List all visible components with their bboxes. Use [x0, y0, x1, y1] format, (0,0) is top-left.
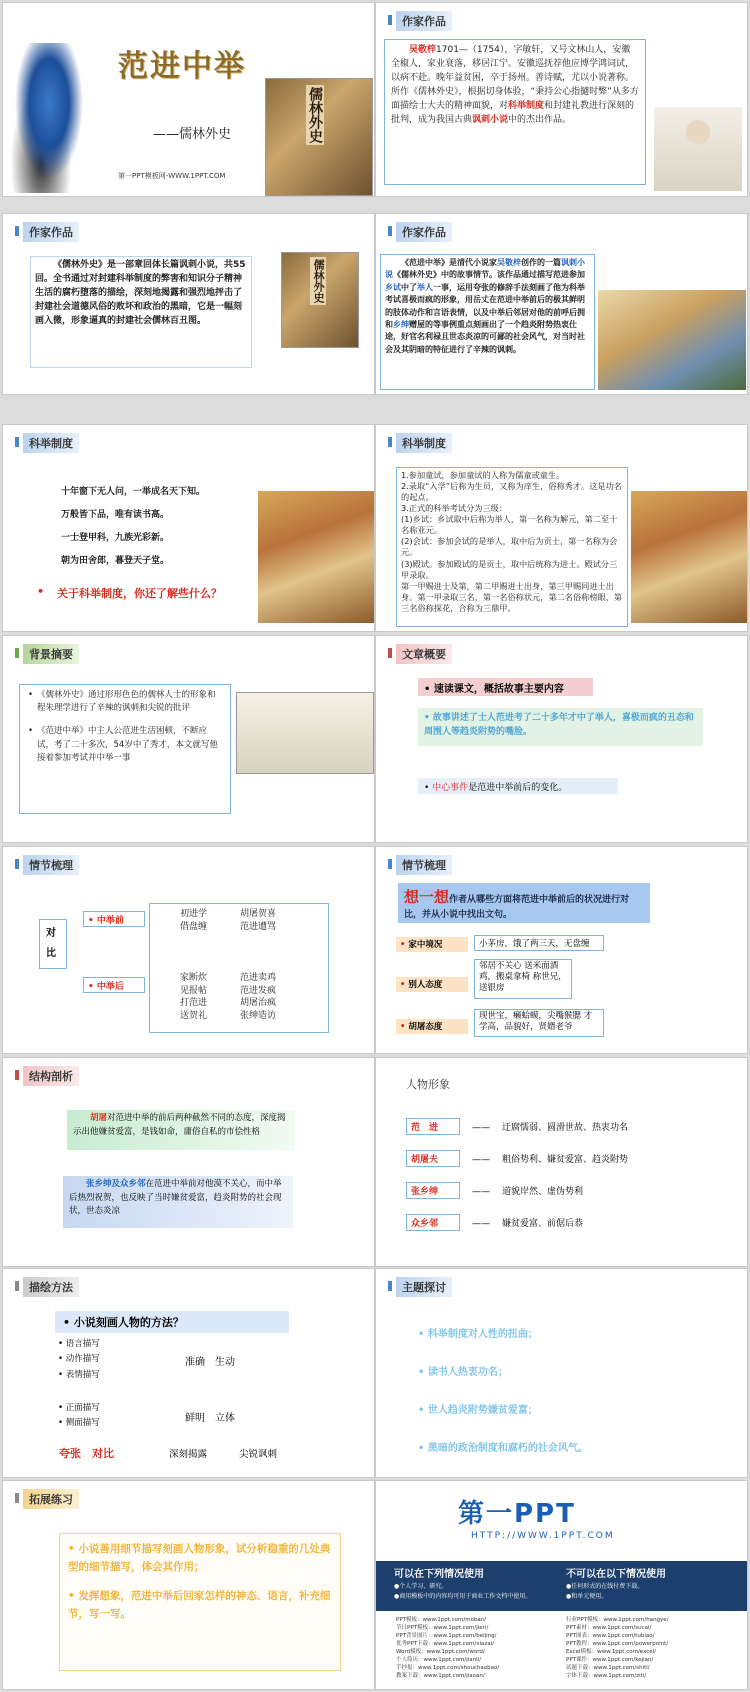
hutu-text: 对范进中举的前后两种截然不同的态度，深度揭示出他嫌贫爱富，是钱如命，庸俗自私的市侩性格	[73, 1113, 286, 1137]
slide-keju-poems[interactable]	[2, 424, 375, 632]
highlight-satire: 讽刺小说	[472, 114, 509, 125]
section-tag: 拓展练习	[23, 1489, 79, 1509]
theme-text: 读书人热衷功名；	[427, 1367, 508, 1378]
keju-line: 1.参加童试，参加童试的人称为儒童或童生。	[401, 470, 565, 480]
intro-b: 创作的一篇	[521, 258, 561, 267]
section-tag: 文章概要	[396, 644, 452, 664]
char-name: 范 进	[406, 1118, 460, 1135]
plot-item: 初进学	[180, 909, 208, 919]
section-tag: 结构剖析	[23, 1066, 79, 1086]
center-text: 是范进中举前后的变化。	[468, 783, 568, 793]
after-col-b	[240, 972, 276, 1022]
think-heading: 想一想	[404, 888, 450, 906]
brand-url[interactable]: HTTP://WWW.1PPT.COM	[471, 1531, 615, 1541]
author-bio-3: 中的杰出作品。	[508, 114, 572, 125]
center-event: • 中心事件是范进中举前后的变化。	[418, 778, 618, 794]
char-row: 胡屠夫 —— 粗俗势利、嫌贫爱富、趋炎附势	[406, 1150, 726, 1167]
hutu-box	[67, 1110, 295, 1150]
method-item: • 正面描写	[58, 1403, 100, 1413]
plot-item: 张绅造访	[240, 1010, 277, 1021]
method-item: • 侧面描写	[58, 1418, 100, 1429]
slide-methods[interactable]	[2, 1268, 375, 1478]
plot-item: 见报帖	[180, 985, 208, 996]
keju-line: 第一甲赐进士及第，第二甲赐进士出身，第三甲赐同进士出身。第一甲录取三名，第一名俗称状元，第二名俗称榜眼，第三名俗称探花，合称为三鼎甲。	[401, 580, 623, 613]
method-item-text: 语言描写	[65, 1339, 100, 1349]
char-desc: 道貌岸然、虚伪势利	[502, 1187, 584, 1197]
book-title: 儒林外史	[307, 87, 323, 143]
poem-line: 一士登甲科，九族光彩新。	[61, 533, 170, 543]
exercise-text: 小说善用细节描写刻画人物形象，试分析稳重的几处典型的细节描写，体会其作用；	[68, 1543, 331, 1574]
think-box	[398, 883, 650, 923]
section-tag: 背景摘要	[23, 644, 79, 664]
author-portrait	[654, 107, 742, 191]
link-item[interactable]: 字体下载：www.1ppt.com/ziti/	[566, 1672, 647, 1679]
hutu-name: 胡屠	[90, 1113, 108, 1123]
row-label: • 家中境况	[396, 937, 468, 952]
intro-a: 《范进中举》是清代小说家	[401, 258, 497, 267]
char-desc: 嫌贫爱富、前倨后恭	[502, 1219, 584, 1229]
plot-item: 范进卖鸡	[240, 973, 277, 983]
before-col-a	[180, 908, 207, 933]
section-tag: 情节梳理	[396, 855, 452, 875]
plot-item: 送贺礼	[180, 1010, 208, 1021]
link-item[interactable]: 试题下载：www.1ppt.com/shiti/	[566, 1664, 650, 1671]
before-text: 中举前	[96, 916, 124, 926]
usage-panel	[376, 1561, 748, 1611]
method-question-text: 小说刻画人物的方法？	[73, 1316, 184, 1329]
plot-item: 家断炊	[180, 973, 208, 983]
link-item[interactable]: PPT图表：www.1ppt.com/tubiao/	[566, 1632, 655, 1639]
question-bullet: •	[37, 585, 45, 598]
theme-item: • 科举制度对人性的扭曲；	[418, 1329, 538, 1340]
keju-line: (1)乡试：乡试取中后称为举人，第一名称为解元，第二至十名称亚元。	[401, 514, 618, 536]
section-tag: 科举制度	[23, 433, 79, 453]
bullet-item: • 《范进中举》中主人公范进生活困顿，不断应试，考了二十多次，54岁中了秀才，本文就写他接着参加考试并中举一事	[28, 725, 222, 765]
book-title: 儒林外史	[310, 257, 326, 305]
book-cover-image	[265, 78, 373, 196]
forbidden-note: ●任何形式的在线付费下载。	[566, 1583, 644, 1590]
row-label-text: 家中境况	[408, 940, 443, 950]
theme-text: 黑暗的政治制度和腐朽的社会风气。	[427, 1443, 588, 1454]
method-group-2	[58, 1401, 100, 1432]
link-item[interactable]: Word模板：www.1ppt.com/word/	[396, 1648, 485, 1655]
allowed-note: ●商用模板中的内容均可用于商业工作文档中使用。	[394, 1593, 532, 1600]
method-group-1	[58, 1337, 100, 1383]
slide-background[interactable]	[2, 635, 375, 843]
after-col-a	[180, 972, 207, 1022]
slide-structure[interactable]	[2, 1057, 375, 1267]
forbidden-heading: 不可以在以下情况使用	[566, 1569, 666, 1580]
intro-f: 赠屋的等事例重点刻画出了一个趋炎附势热衷仕途，好官名利禄且世态炎凉的可鄙的社会风气，对当时社会及其阴暗的特征进行了辛辣的讽刺。	[385, 319, 585, 354]
allowed-note: ●个人学习、研究。	[394, 1583, 448, 1590]
theme-text: 世人趋炎附势嫌贫爱富；	[427, 1405, 538, 1416]
author-bio: 1701—（1754），字敏轩，又号文林山人，安徽全椒人，家业衰落，移居江宁。安徽巡抚荐他应博学鸿词试，以病不赴。晚年益贫困，卒于扬州。善诗赋，尤以小说著称。所作《儒林外史》，根据切身体验，“秉持公心指擿时弊”从多方面描绘士大夫的精神面貌，对	[391, 45, 639, 111]
row-answer: 邻居不关心 送米面酒鸡，搬桌拿椅 称世兄，送银房	[474, 959, 572, 999]
row-answer: 现世宝，癞蛤蟆，尖嘴猴腮 才学高，品貌好，贤婿老爷	[474, 1009, 604, 1037]
story-intro-box	[380, 254, 595, 390]
section-tag: 作家作品	[396, 222, 452, 242]
bullet-text: 《儒林外史》通过形形色色的儒林人士的形象和程朱理学进行了辛辣的讽刺和尖锐的批评	[37, 690, 216, 714]
link-item[interactable]: 优秀PPT下载：www.1ppt.com/xiazai/	[396, 1640, 495, 1647]
slide-title[interactable]	[2, 2, 375, 197]
allowed-heading: 可以在下列情况使用	[394, 1569, 484, 1580]
page-title: 范进中举	[118, 49, 246, 84]
link-item[interactable]: 教案下载：www.1ppt.com/jiaoan/	[396, 1672, 485, 1679]
plot-box	[149, 903, 329, 1033]
section-tag: 人物形象	[406, 1078, 450, 1091]
poem-line: 十年窗下无人问，一举成名天下知。	[61, 487, 206, 497]
method-item-text: 侧面描写	[65, 1418, 100, 1429]
method-effect-1: 准确 生动	[185, 1357, 235, 1368]
section-tag: 作家作品	[23, 222, 79, 242]
author-bio-2: 和封建礼教进行深刻的批判，成为我国古典	[391, 100, 635, 125]
plot-item: 打范进	[180, 998, 208, 1009]
intro-k3: 乡绅	[393, 319, 409, 329]
method-key-2: 深刻揭露	[169, 1449, 208, 1460]
intro-c: 《儒林外史》中的故事情节。该作品通过描写范进参加	[393, 270, 585, 280]
slide-plot-think[interactable]	[375, 846, 748, 1054]
method-key-3: 尖锐讽刺	[239, 1449, 278, 1460]
link-item[interactable]: PPT背景图片：www.1ppt.com/beijing/	[396, 1632, 497, 1639]
keju-line: (3)殿试。参加殿试的是贡士，取中后统称为进士。殿试分三甲录取。	[401, 558, 618, 580]
section-tag: 作家作品	[396, 11, 452, 31]
slide-keju-detail[interactable]	[375, 424, 748, 632]
intro-genre: 讽刺小说	[385, 258, 585, 280]
exercise-item: • 发挥想象，范进中举后回家怎样的神态、语言，补充细节，写一写。	[68, 1589, 331, 1621]
summary-text: 故事讲述了士人范进考了二十多年才中了举人，喜极而疯的丑态和周围人等趋炎附势的嘴脸。	[424, 713, 694, 738]
plot-item: 范进发疯	[240, 985, 277, 996]
slide-plot-contrast[interactable]	[2, 846, 375, 1054]
exam-painting	[258, 491, 374, 623]
row-label: • 别人态度	[396, 977, 468, 992]
slide-characters[interactable]	[375, 1057, 748, 1267]
char-row: 张乡绅 —— 道貌岸然、虚伪势利	[406, 1182, 726, 1199]
background-box	[19, 684, 231, 814]
section-tag: 科举制度	[396, 433, 452, 453]
method-key-1: 夸张 对比	[59, 1447, 114, 1460]
link-item[interactable]: 行业PPT模板：www.1ppt.com/hangye/	[566, 1617, 669, 1623]
link-item[interactable]: 个人简历：www.1ppt.com/jianli/	[396, 1656, 482, 1663]
figure-illustration	[9, 43, 89, 193]
bullet-text: 《范进中举》中主人公范进生活困顿，不断应试，考了二十多次，54岁中了秀才，本文就写他接着参加考试并中举一事	[37, 726, 218, 763]
links-left	[396, 1617, 499, 1681]
exercise-text: 发挥想象，范进中举后回家怎样的神态、语言，补充细节，写一写。	[68, 1589, 331, 1621]
gentry-box	[63, 1176, 293, 1228]
gentry-name: 张乡绅及众乡邻	[86, 1179, 146, 1189]
char-desc: 粗俗势利、嫌贫爱富、趋炎附势	[502, 1155, 629, 1165]
keju-line: (2)会试：参加会试的是举人，取中后为贡士，第一名称为会元。	[401, 536, 618, 558]
link-item[interactable]: PPT模板：www.1ppt.com/moban/	[396, 1617, 487, 1623]
book-intro-box: 《儒林外史》是一部章回体长篇讽刺小说，共55回。全书通过对封建科举制度的弊害和知识分子精神生活的腐朽堕落的描绘，深刻地揭露和强烈地抨击了封建社会道德风俗的败坏和政治的黑暗，它是一幅刻画入微，形象逼真的封建社会儒林百丑图。	[30, 256, 252, 368]
contrast-box: 对比	[39, 919, 67, 969]
slide-author[interactable]	[375, 2, 748, 197]
intro-d: 中了	[401, 282, 417, 292]
link-item[interactable]: PPT素材：www.1ppt.com/sucai/	[566, 1624, 652, 1631]
slide-exercise[interactable]	[2, 1480, 375, 1690]
exam-painting	[631, 491, 747, 623]
link-item[interactable]: 手抄报：www.1ppt.com/shouchaobao/	[396, 1664, 500, 1671]
task-heading-text: 速读课文，概括故事主要内容	[433, 684, 564, 695]
link-item[interactable]: PPT教程：www.1ppt.com/powerpoint/	[566, 1640, 669, 1647]
plot-item: 胡屠贺喜	[240, 909, 277, 919]
page-subtitle: ——儒林外史	[153, 127, 232, 142]
method-item-text: 动作描写	[65, 1354, 100, 1365]
exercise-item: • 小说善用细节描写刻画人物形象，试分析稳重的几处典型的细节描写，体会其作用；	[68, 1543, 331, 1574]
footer-text: 第一PPT模板网-WWW.1PPT.COM	[118, 172, 226, 180]
method-item: • 动作描写	[58, 1354, 100, 1365]
theme-item: • 读书人热衷功名；	[418, 1367, 508, 1378]
theme-item: • 黑暗的政治制度和腐朽的社会风气。	[418, 1443, 588, 1454]
section-tag: 主题探讨	[396, 1277, 452, 1297]
task-heading: • 速读课文，概括故事主要内容	[418, 678, 593, 696]
ink-illustration	[236, 692, 374, 774]
bullet-item: • 《儒林外史》通过形形色色的儒林人士的形象和程朱理学进行了辛辣的讽刺和尖锐的批评	[28, 689, 222, 715]
intro-k2: 举人	[417, 282, 433, 292]
section-tag: 描绘方法	[23, 1277, 79, 1297]
char-row: 众乡邻 —— 嫌贫爱富、前倨后恭	[406, 1214, 726, 1231]
row-answer: 小茅房，饿了两三天，无盘缠	[474, 935, 604, 951]
method-effect-2: 鲜明 立体	[185, 1413, 235, 1424]
row-label-text: 别人态度	[408, 980, 443, 990]
plot-item: 范进遭骂	[240, 921, 277, 932]
think-prompt: 作者从哪些方面将范进中举前后的状况进行对比，并从小说中找出文句。	[404, 895, 630, 920]
char-desc: 迂腐懦弱、圆滑世故、热衷功名	[502, 1123, 629, 1133]
poem-line: 万般皆下品，唯有读书高。	[61, 510, 170, 520]
highlight-keju: 科举制度	[508, 100, 545, 111]
plot-item: 胡屠治疯	[240, 998, 277, 1009]
intro-e: 一事，运用夸张的修辞手法刻画了他为科举考试喜极而疯的形象，用岳丈在范进中举前后的极其鲜明的肢体动作和言语表情，以及中举后邻居对他的前呼后拥和	[385, 282, 585, 329]
slide-rulinwaishi[interactable]	[2, 213, 375, 395]
before-label: • 中举前	[83, 911, 145, 927]
intro-k1: 乡试	[385, 282, 401, 292]
after-text: 中举后	[96, 982, 124, 992]
author-name: 吴敬梓	[409, 45, 437, 55]
row-label-text: 胡屠态度	[408, 1022, 443, 1032]
author-text-box	[384, 39, 646, 185]
link-item[interactable]: Excel模板：www.1ppt.com/excel/	[566, 1648, 657, 1655]
slide-fanjin-intro[interactable]	[375, 213, 748, 395]
keju-line: 2.录取“入学”后称为生员，又称为庠生，俗称秀才。这是功名的起点。	[401, 481, 622, 503]
method-item: • 表情描写	[58, 1369, 100, 1380]
method-item: • 语言描写	[58, 1339, 100, 1349]
slide-themes[interactable]	[375, 1268, 748, 1478]
links-right	[566, 1617, 669, 1681]
question-text: 关于科举制度，你还了解些什么？	[57, 587, 222, 600]
keju-line: 3.正式的科举考试分为三级：	[401, 503, 508, 514]
plot-item: 借盘缠	[180, 921, 208, 932]
link-item[interactable]: 节日PPT模板：www.1ppt.com/jieri/	[396, 1624, 489, 1631]
forbidden-note: ●和单元便用。	[566, 1593, 608, 1600]
section-tag: 情节梳理	[23, 855, 79, 875]
keju-detail-box	[396, 467, 628, 627]
char-name: 胡屠夫	[406, 1150, 460, 1167]
intro-author: 吴敬梓	[497, 258, 521, 267]
char-name: 张乡绅	[406, 1182, 460, 1199]
summary-box: • 故事讲述了士人范进考了二十多年才中了举人，喜极而疯的丑态和周围人等趋炎附势的嘴脸。	[418, 708, 703, 746]
char-name: 众乡邻	[406, 1214, 460, 1231]
theme-text: 科举制度对人性的扭曲；	[427, 1329, 538, 1340]
slide-ad[interactable]	[375, 1480, 748, 1690]
method-item-text: 正面描写	[65, 1403, 100, 1413]
row-label: • 胡屠态度	[396, 1019, 468, 1034]
story-illustration	[598, 290, 746, 390]
exercise-box	[59, 1533, 341, 1671]
theme-item: • 世人趋炎附势嫌贫爱富；	[418, 1405, 538, 1416]
method-question: • 小说刻画人物的方法？	[55, 1311, 289, 1333]
brand-logo: 第一PPT	[458, 1499, 576, 1529]
book-cover-image	[281, 252, 359, 348]
link-item[interactable]: PPT课件：www.1ppt.com/kejian/	[566, 1656, 654, 1663]
center-label: 中心事件	[432, 783, 469, 793]
before-col-b	[240, 908, 276, 933]
poem-line: 朝为田舍郎，暮登天子堂。	[61, 556, 170, 566]
gentry-text: 在范进中举前对他漠不关心，而中举后热烈祝贺，也反映了当时嫌贫爱富，趋炎附势的社会现状，世态炎凉	[69, 1179, 282, 1217]
char-row: 范 进 —— 迂腐懦弱、圆滑世故、热衷功名	[406, 1118, 726, 1135]
after-label: • 中举后	[83, 977, 145, 993]
method-item-text: 表情描写	[65, 1369, 100, 1380]
slide-summary[interactable]	[375, 635, 748, 843]
